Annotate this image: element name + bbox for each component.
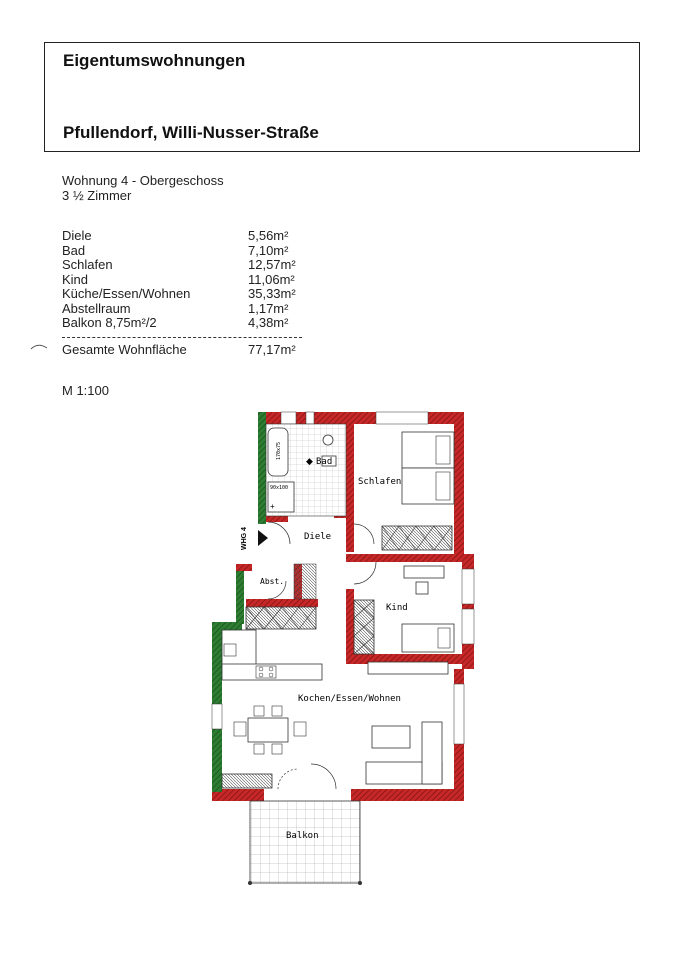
desk-icon [404, 566, 444, 578]
area-row [62, 302, 302, 317]
cabinet-icon [246, 607, 316, 629]
location-title: Pfullendorf, Willi-Nusser-Straße [63, 123, 319, 142]
tv-board-icon [368, 662, 448, 674]
scale-label: M 1:100 [62, 383, 109, 398]
kids-room [354, 566, 454, 654]
floor-plan [206, 404, 476, 889]
entry-label: WHG 4 [241, 527, 248, 550]
dining-table-icon [248, 718, 288, 742]
area-row [62, 258, 302, 273]
area-row [62, 273, 302, 288]
balcony [248, 801, 362, 885]
dashed-divider [62, 337, 302, 338]
area-name: Abstellraum [62, 300, 131, 316]
area-value: 11,06m² [248, 271, 295, 287]
unit-rooms: 3 ½ Zimmer [62, 187, 132, 203]
storage-room [260, 577, 286, 599]
area-value: 1,17m² [248, 300, 289, 316]
area-table [62, 229, 302, 357]
area-row [62, 316, 302, 331]
unit-name: Wohnung 4 - Obergeschoss [62, 173, 224, 188]
area-value: 5,56m² [248, 228, 289, 243]
bedroom [358, 432, 454, 550]
room-label-schlafen: Schlafen [358, 477, 402, 487]
area-row [62, 244, 302, 259]
area-row [62, 229, 302, 244]
area-value: 4,38m² [248, 315, 289, 330]
margin-mark [30, 342, 48, 350]
entry-arrow-icon [258, 530, 268, 546]
header-box [44, 42, 640, 152]
area-name: Bad [62, 242, 86, 258]
room-label-balkon: Balkon [286, 831, 319, 841]
area-value: 7,10m² [248, 242, 289, 258]
stove-icon [256, 666, 276, 678]
room-label-kind: Kind [386, 603, 408, 613]
area-name: Balkon 8,75m²/2 [62, 315, 157, 330]
total-row [62, 343, 302, 358]
svg-text:◆: ◆ [306, 456, 313, 466]
document-title: Eigentumswohnungen [63, 51, 246, 70]
room-label-diele: Diele [304, 532, 332, 542]
area-value: 35,33m² [248, 286, 296, 301]
coffee-table-icon [372, 726, 410, 748]
tub-size: 170x75 [276, 441, 282, 460]
sink-icon [224, 644, 236, 656]
bathroom [266, 424, 346, 516]
unit-info [62, 174, 224, 203]
total-value: 77,17m² [248, 341, 296, 357]
svg-text:+: + [270, 502, 275, 511]
room-label-bad: Bad [316, 457, 333, 467]
area-row [62, 287, 302, 302]
area-name: Schlafen [62, 257, 113, 272]
area-name: Kind [62, 271, 89, 287]
room-label-wohnen: Kochen/Essen/Wohnen [298, 694, 401, 704]
wardrobe-icon [382, 526, 452, 550]
area-name: Diele [62, 228, 92, 243]
area-value: 12,57m² [248, 257, 296, 272]
room-label-abst: Abst. [260, 577, 285, 586]
total-label: Gesamte Wohnfläche [62, 341, 187, 357]
area-name: Küche/Essen/Wohnen [62, 286, 191, 301]
toilet-icon [323, 435, 333, 445]
shower-size: 90x100 [270, 485, 289, 491]
